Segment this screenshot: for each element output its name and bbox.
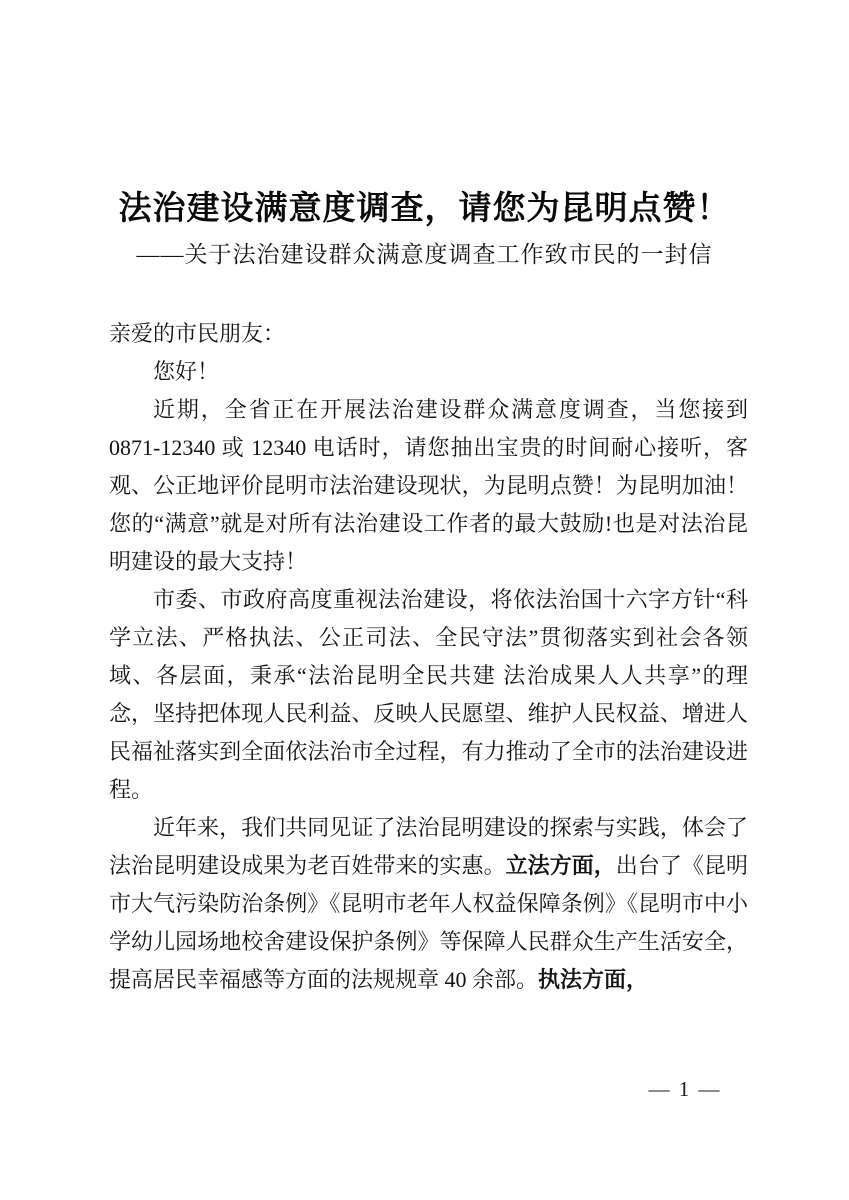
paragraph-text: 近年来，我们共同见证了法治昆明建设的探索与实践，体会了法治昆明建设成果为老百姓带来的实惠。 — [109, 815, 748, 878]
page-number: — 1 — — [648, 1077, 722, 1101]
paragraph-government-commitment — [109, 581, 748, 809]
paragraph-greeting — [109, 353, 748, 391]
document-subtitle: ——关于法治建设群众满意度调查工作致市民的一封信 — [136, 242, 713, 267]
salutation: 亲爱的市民朋友： — [109, 321, 286, 346]
document-title: 法治建设满意度调查，请您为昆明点赞！ — [118, 191, 731, 227]
letter-body — [109, 315, 748, 999]
paragraph-survey-intro — [109, 391, 748, 581]
paragraph-text: 您好！ — [153, 359, 220, 384]
emphasis-text: 执法方面， — [538, 967, 649, 992]
emphasis-text: 立法方面， — [505, 853, 616, 878]
paragraph-text: 市委、市政府高度重视法治建设，将依法治国十六字方针“科学立法、严格执法、公正司法、全民守法”贯彻落实到社会各领域、各层面，秉承“法治昆明全民共建 法治成果人人共享”的理念，坚持把体现人民利益、反映人民愿望、维护人民权益、增进人民福祉落实到全面依法治市全过程，有力推动了全市的法治建设进程。 — [109, 587, 748, 802]
paragraph-text: 近期，全省正在开展法治建设群众满意度调查，当您接到 0871-12340 或 12340 电话时，请您抽出宝贵的时间耐心接听，客观、公正地评价昆明市法治建设现状，为昆明点赞！为昆明加油！您的“满意”就是对所有法治建设工作者的最大鼓励!也是对法治昆明建设的最大支持！ — [109, 397, 748, 574]
paragraph-achievements — [109, 809, 748, 999]
paragraph-text: 出台了《昆明市大气污染防治条例》《昆明市老年人权益保障条例》《昆明市中小学幼儿园场地校舍建设保护条例》等保障人民群众生产生活安全，提高居民幸福感等方面的法规规章 40 余部。 — [109, 853, 748, 992]
